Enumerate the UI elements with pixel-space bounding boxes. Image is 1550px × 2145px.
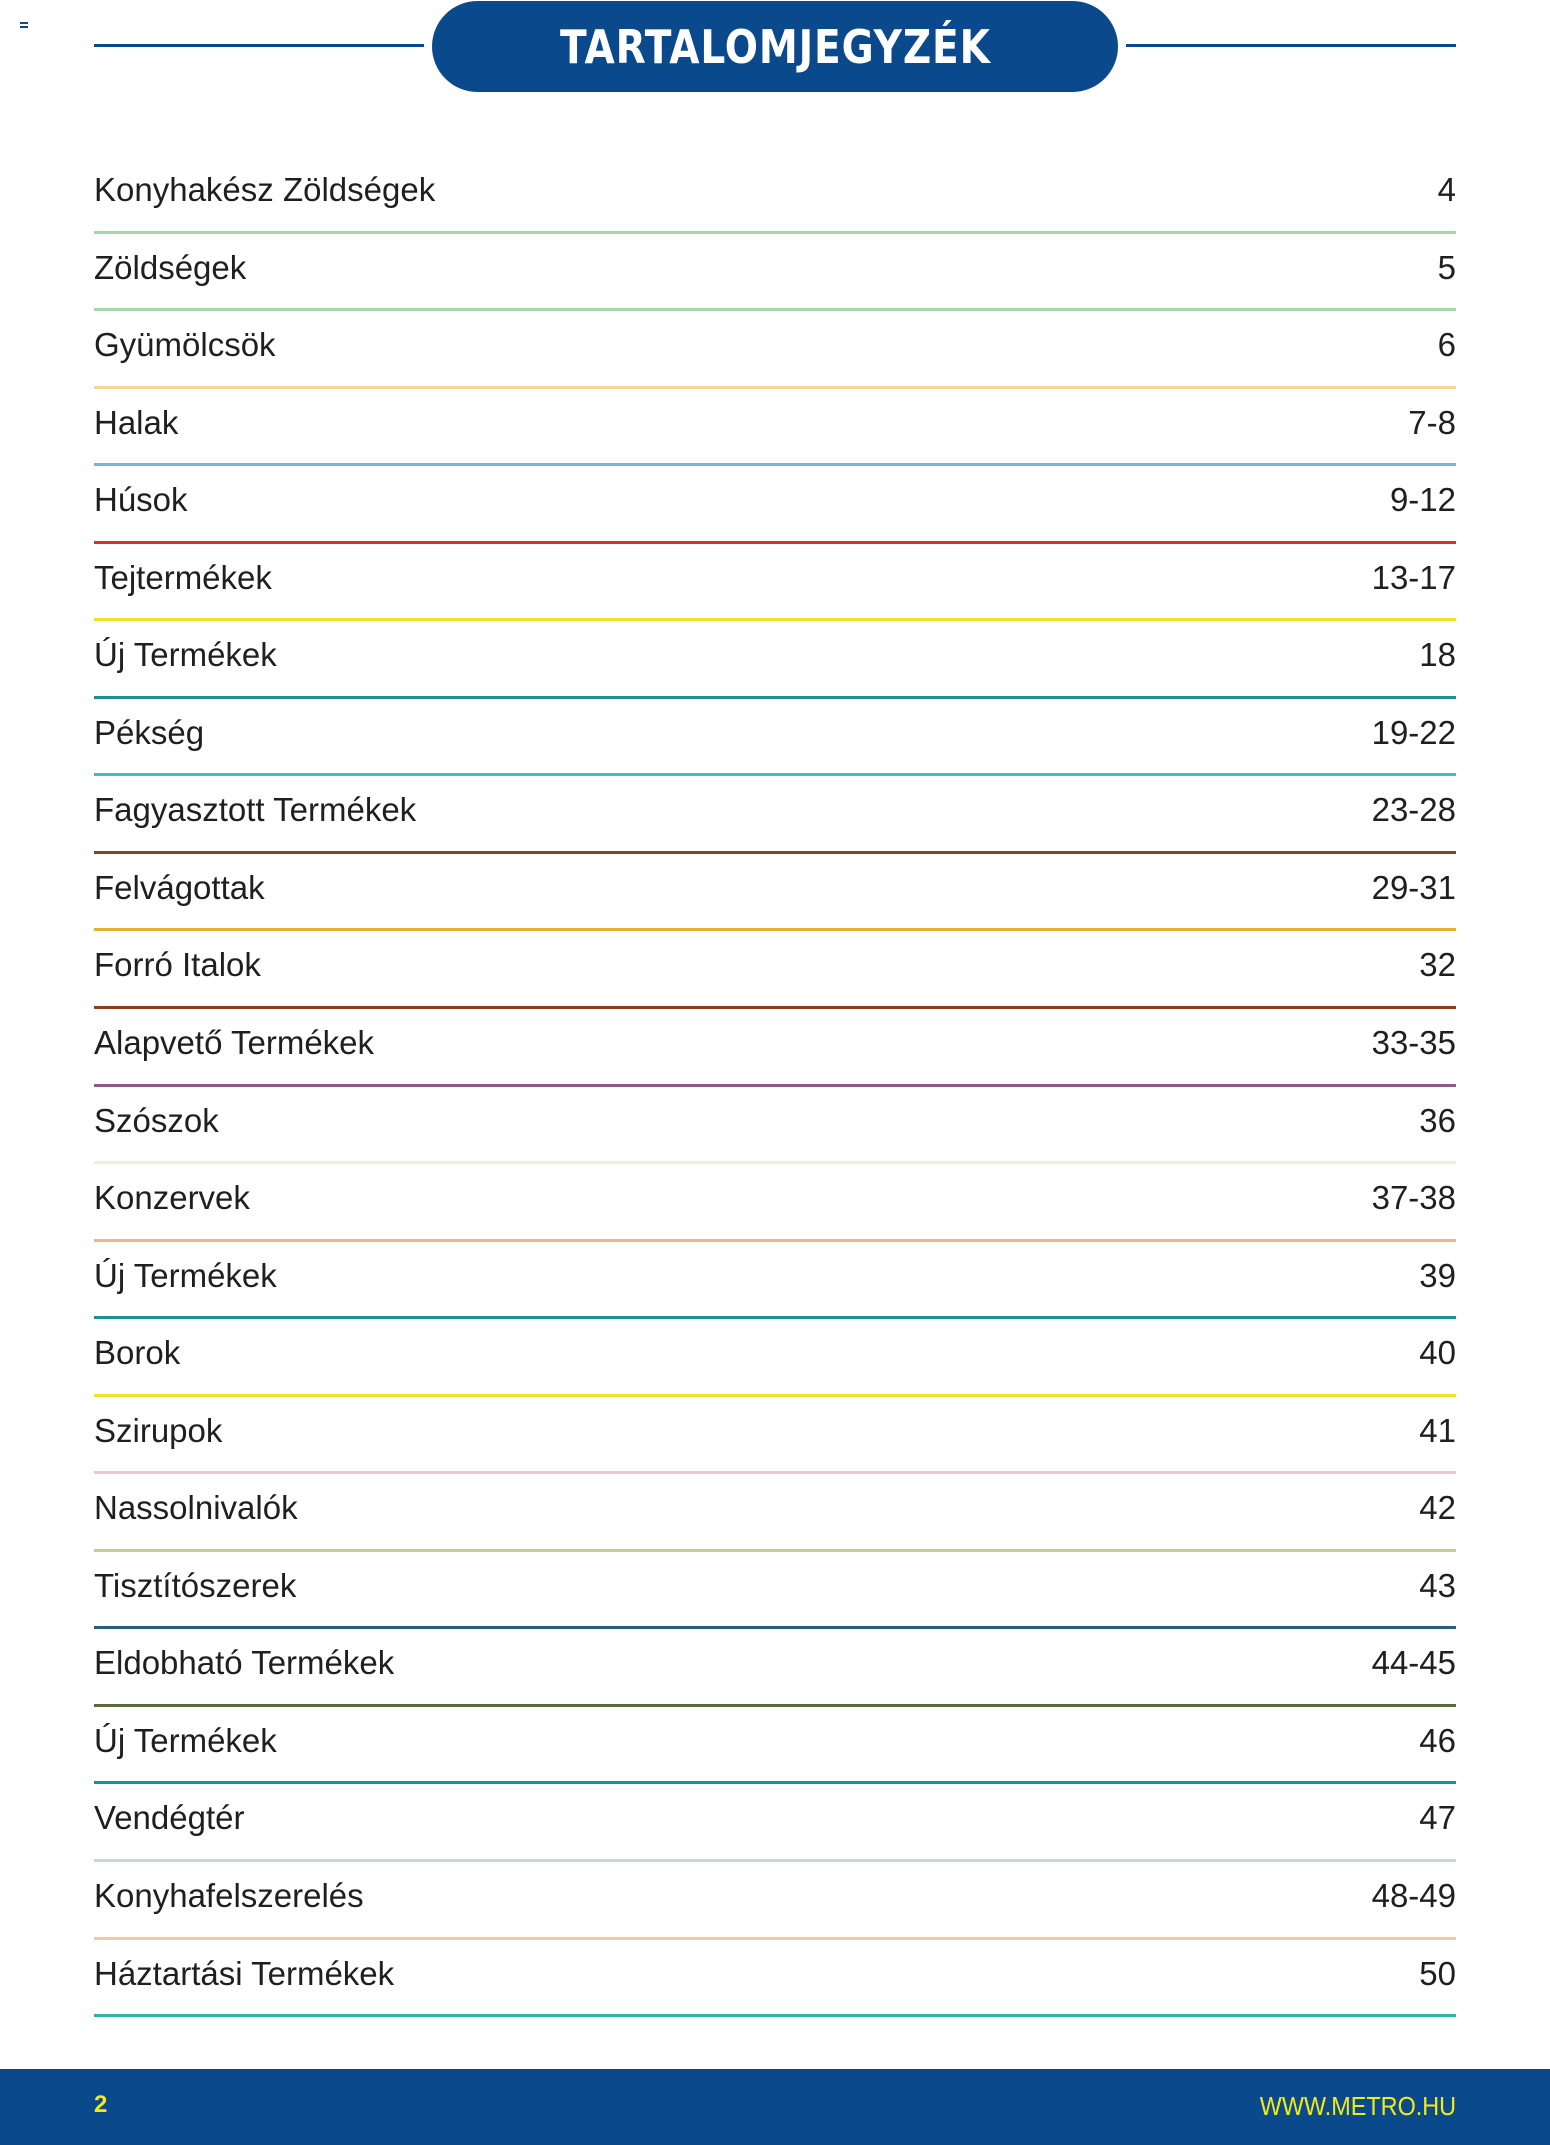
footer-page-number: 2: [94, 2091, 108, 2118]
toc-entry-label: Szirupok: [94, 1411, 223, 1449]
toc-entry-label: Forró Italok: [94, 946, 261, 984]
toc-entry-label: Vendégtér: [94, 1799, 245, 1837]
toc-entry-label: Alapvető Termékek: [94, 1024, 375, 1062]
toc-entry-page: 44-45: [1371, 1644, 1456, 1682]
toc-entry-label: Új Termékek: [94, 1721, 277, 1759]
toc-entry-page: 13-17: [1371, 558, 1456, 596]
title-banner: [432, 1, 1118, 92]
toc-entry-label: Zöldségek: [94, 248, 247, 286]
toc-entry-label: Felvágottak: [94, 868, 265, 906]
toc-entry-page: 5: [1437, 248, 1456, 286]
toc-entry-page: 50: [1419, 1954, 1456, 1992]
toc-entry[interactable]: [94, 156, 1456, 234]
toc-entry-label: Eldobható Termékek: [94, 1644, 395, 1682]
toc-entry-page: 9-12: [1389, 481, 1456, 519]
toc-entry-label: Konzervek: [94, 1179, 250, 1217]
toc-entry-label: Új Termékek: [94, 636, 277, 674]
toc-entry-label: Nassolnivalók: [94, 1489, 298, 1527]
toc-entry[interactable]: [94, 389, 1456, 467]
toc-entry[interactable]: [94, 931, 1456, 1009]
header-rule-right: [1126, 44, 1456, 47]
toc-entry[interactable]: [94, 776, 1456, 854]
toc-entry[interactable]: [94, 544, 1456, 622]
page-title: TARTALOMJEGYZÉK: [559, 19, 991, 74]
toc-entry-page: 36: [1419, 1101, 1456, 1139]
toc-entry[interactable]: [94, 1397, 1456, 1475]
toc-entry[interactable]: [94, 234, 1456, 312]
toc-entry-label: Új Termékek: [94, 1256, 277, 1294]
header-rule-left: [94, 44, 424, 47]
toc-entry[interactable]: [94, 1784, 1456, 1862]
toc-entry[interactable]: [94, 1940, 1456, 2018]
toc-entry-label: Háztartási Termékek: [94, 1954, 395, 1992]
toc-entry-page: 29-31: [1371, 868, 1456, 906]
toc-entry-page: 37-38: [1371, 1179, 1456, 1217]
toc-entry[interactable]: [94, 699, 1456, 777]
toc-entry-label: Fagyasztott Termékek: [94, 791, 417, 829]
corner-mark-icon: [20, 22, 28, 28]
toc-entry[interactable]: [94, 1707, 1456, 1785]
toc-entry-label: Szószok: [94, 1101, 219, 1139]
toc-entry-page: 47: [1419, 1799, 1456, 1837]
toc-entry-page: 39: [1419, 1256, 1456, 1294]
footer-website-link[interactable]: WWW.METRO.HU: [1259, 2091, 1456, 2121]
toc-entry-page: 42: [1419, 1489, 1456, 1527]
toc-entry-page: 23-28: [1371, 791, 1456, 829]
footer-bar: [0, 2069, 1550, 2145]
toc-entry[interactable]: [94, 1319, 1456, 1397]
toc-entry[interactable]: [94, 1474, 1456, 1552]
toc-entry-label: Halak: [94, 403, 179, 441]
toc-entry-page: 7-8: [1408, 403, 1456, 441]
toc-entry[interactable]: [94, 1087, 1456, 1165]
toc-entry[interactable]: [94, 1009, 1456, 1087]
toc-entry-label: Tisztítószerek: [94, 1566, 297, 1604]
table-of-contents: [94, 156, 1456, 2017]
toc-entry-page: 32: [1419, 946, 1456, 984]
toc-entry-label: Konyhakész Zöldségek: [94, 171, 436, 208]
toc-entry[interactable]: [94, 1862, 1456, 1940]
toc-entry[interactable]: [94, 854, 1456, 932]
toc-entry[interactable]: [94, 1629, 1456, 1707]
toc-entry-label: Borok: [94, 1334, 181, 1372]
toc-entry[interactable]: [94, 1164, 1456, 1242]
toc-entry[interactable]: [94, 1242, 1456, 1320]
toc-entry-page: 48-49: [1371, 1877, 1456, 1915]
toc-entry-page: 43: [1419, 1566, 1456, 1604]
toc-entry-label: Tejtermékek: [94, 558, 272, 596]
toc-entry-label: Pékség: [94, 713, 205, 751]
toc-entry-page: 46: [1419, 1721, 1456, 1759]
toc-entry-page: 41: [1419, 1411, 1456, 1449]
toc-entry[interactable]: [94, 311, 1456, 389]
toc-entry-label: Konyhafelszerelés: [94, 1877, 364, 1915]
toc-entry-label: Húsok: [94, 481, 188, 519]
toc-entry-label: Gyümölcsök: [94, 326, 276, 364]
toc-entry-page: 18: [1419, 636, 1456, 674]
toc-entry[interactable]: [94, 1552, 1456, 1630]
toc-entry[interactable]: [94, 466, 1456, 544]
toc-entry-page: 4: [1437, 171, 1456, 208]
toc-entry-page: 33-35: [1371, 1024, 1456, 1062]
toc-entry-page: 6: [1437, 326, 1456, 364]
toc-entry-page: 19-22: [1371, 713, 1456, 751]
toc-entry[interactable]: [94, 621, 1456, 699]
toc-entry-page: 40: [1419, 1334, 1456, 1372]
